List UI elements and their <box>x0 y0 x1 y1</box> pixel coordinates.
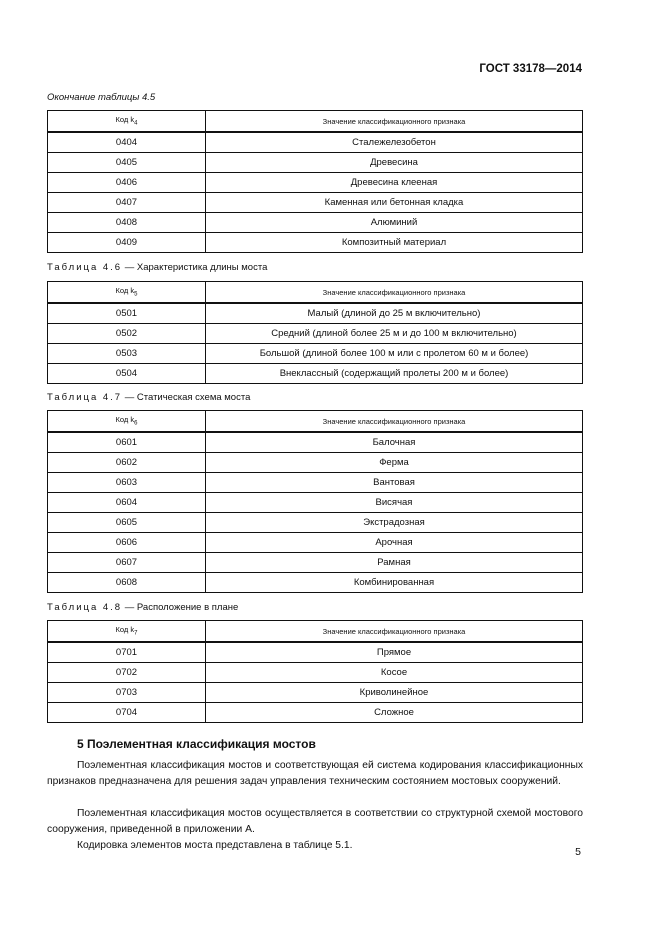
table-row <box>48 233 583 253</box>
table-row <box>48 513 583 533</box>
table-4-5 <box>47 110 583 253</box>
table-row <box>48 193 583 213</box>
code-column-header: Код $k_5$ <box>48 282 206 304</box>
table-row <box>48 324 583 344</box>
code-cell: 0409 <box>48 233 206 253</box>
value-column-header: Значение классификационного признака <box>206 621 583 643</box>
value-cell: Малый (длиной до 25 м включительно) <box>206 303 583 324</box>
value-cell: Прямое <box>206 642 583 663</box>
value-cell: Комбинированная <box>206 573 583 593</box>
code-cell: 0606 <box>48 533 206 553</box>
table-row <box>48 573 583 593</box>
code-cell: 0501 <box>48 303 206 324</box>
code-cell: 0605 <box>48 513 206 533</box>
table-row <box>48 473 583 493</box>
table-row <box>48 213 583 233</box>
code-cell: 0504 <box>48 364 206 384</box>
code-cell: 0601 <box>48 432 206 453</box>
code-cell: 0407 <box>48 193 206 213</box>
value-cell: Каменная или бетонная кладка <box>206 193 583 213</box>
value-cell: Балочная <box>206 432 583 453</box>
value-cell: Висячая <box>206 493 583 513</box>
code-cell: 0607 <box>48 553 206 573</box>
page-number: 5 <box>575 846 581 858</box>
code-column-header: Код $k_7$ <box>48 621 206 643</box>
table-4-5-caption: Окончание таблицы 4.5 <box>47 92 156 103</box>
value-cell: Древесина клееная <box>206 173 583 193</box>
value-cell: Композитный материал <box>206 233 583 253</box>
code-column-header: Код $k_4$ <box>48 111 206 133</box>
document-code: ГОСТ 33178—2014 <box>479 63 582 75</box>
code-cell: 0603 <box>48 473 206 493</box>
code-cell: 0602 <box>48 453 206 473</box>
table-row <box>48 344 583 364</box>
table-4-6 <box>47 281 583 384</box>
value-cell: Рамная <box>206 553 583 573</box>
value-column-header: Значение классификационного признака <box>206 282 583 304</box>
code-cell: 0604 <box>48 493 206 513</box>
value-cell: Средний (длиной более 25 м и до 100 м включительно) <box>206 324 583 344</box>
value-cell: Ферма <box>206 453 583 473</box>
table-row <box>48 663 583 683</box>
code-cell: 0405 <box>48 153 206 173</box>
code-cell: 0703 <box>48 683 206 703</box>
code-cell: 0704 <box>48 703 206 723</box>
table-row <box>48 683 583 703</box>
value-column-header: Значение классификационного признака <box>206 111 583 133</box>
table-row <box>48 493 583 513</box>
table-row <box>48 364 583 384</box>
value-cell: Древесина <box>206 153 583 173</box>
value-cell: Экстрадозная <box>206 513 583 533</box>
section-title: 5 Поэлементная классификация мостов <box>77 737 316 751</box>
table-row <box>48 432 583 453</box>
paragraph: Поэлементная классификация мостов и соответствующая ей система кодирования классификационных признаков предназначена для решения задач управления техническим состоянием мостовых сооружений. <box>47 760 583 787</box>
code-column-header: Код $k_6$ <box>48 411 206 433</box>
paragraph: Кодировка элементов моста представлена в таблице 5.1. <box>77 840 353 851</box>
code-cell: 0404 <box>48 132 206 153</box>
code-cell: 0701 <box>48 642 206 663</box>
code-cell: 0406 <box>48 173 206 193</box>
table-row <box>48 453 583 473</box>
value-cell: Косое <box>206 663 583 683</box>
code-cell: 0702 <box>48 663 206 683</box>
table-row <box>48 533 583 553</box>
value-cell: Сталежелезобетон <box>206 132 583 153</box>
table-4-8 <box>47 620 583 723</box>
code-cell: 0608 <box>48 573 206 593</box>
value-cell: Большой (длиной более 100 м или с пролетом 60 м и более) <box>206 344 583 364</box>
table-4-8-caption: Таблица 4.8 — Расположение в плане <box>47 602 239 613</box>
table-row <box>48 173 583 193</box>
table-row <box>48 553 583 573</box>
value-cell: Сложное <box>206 703 583 723</box>
code-cell: 0408 <box>48 213 206 233</box>
code-cell: 0503 <box>48 344 206 364</box>
code-cell: 0502 <box>48 324 206 344</box>
value-cell: Арочная <box>206 533 583 553</box>
table-row <box>48 642 583 663</box>
table-4-7-caption: Таблица 4.7 — Статическая схема моста <box>47 392 251 403</box>
value-cell: Криволинейное <box>206 683 583 703</box>
table-row <box>48 703 583 723</box>
table-row <box>48 132 583 153</box>
value-cell: Алюминий <box>206 213 583 233</box>
value-cell: Вантовая <box>206 473 583 493</box>
paragraph: Поэлементная классификация мостов осуществляется в соответствии со структурной схемой мостового сооружения, приведенной в приложении А. <box>47 808 583 835</box>
value-column-header: Значение классификационного признака <box>206 411 583 433</box>
table-row <box>48 303 583 324</box>
table-4-7 <box>47 410 583 593</box>
table-row <box>48 153 583 173</box>
value-cell: Внеклассный (содержащий пролеты 200 м и более) <box>206 364 583 384</box>
table-4-6-caption: Таблица 4.6 — Характеристика длины моста <box>47 262 268 273</box>
